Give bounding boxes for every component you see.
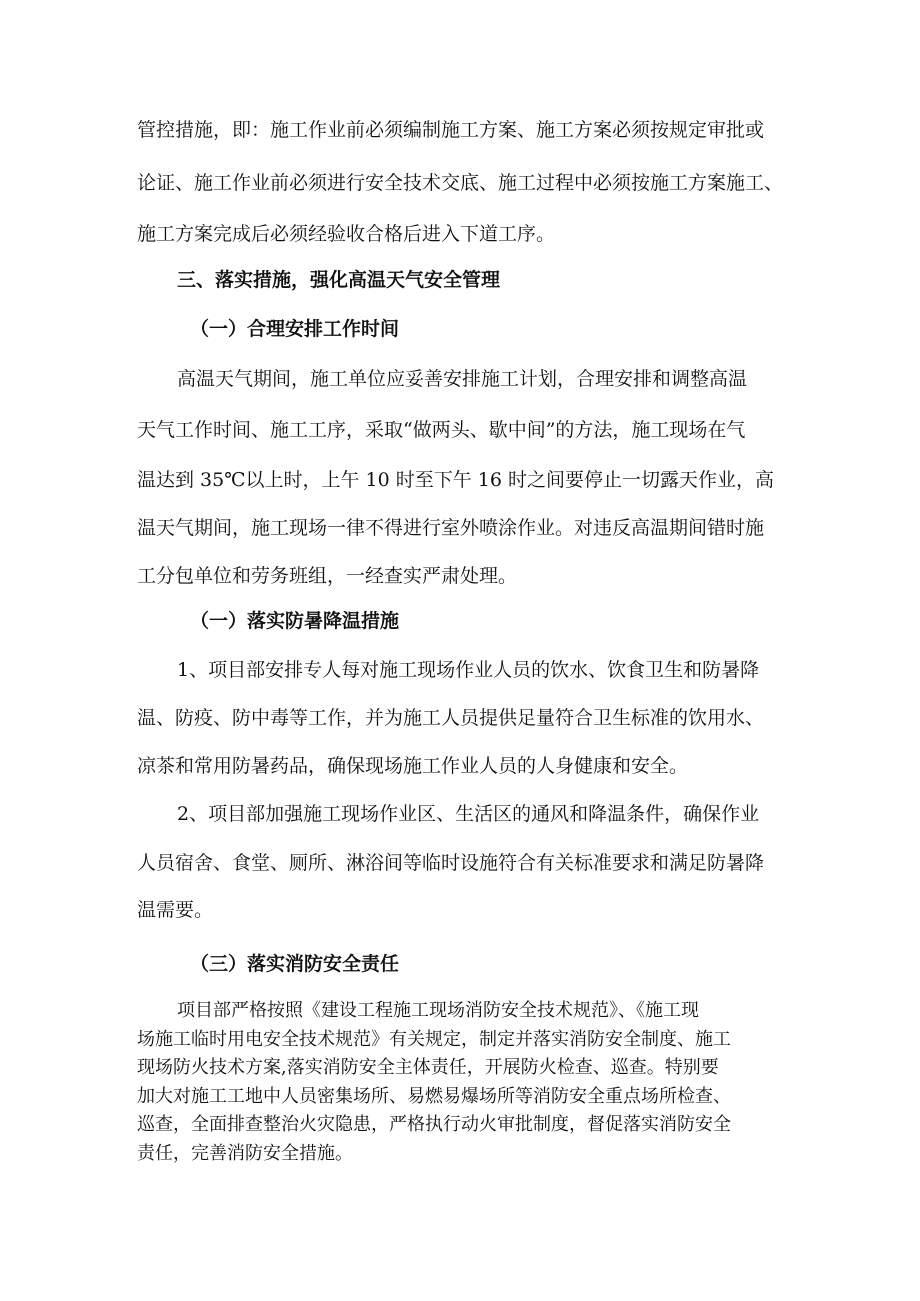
sub1-line-4: 温天气期间，施工现场一律不得进行室外喷涂作业。对违反高温期间错时施: [137, 517, 765, 539]
sub1-line-3: 温达到 35℃以上时，上午 10 时至下午 16 时之间要停止一切露天作业，高: [137, 469, 774, 491]
sub2-item2-line-1: 2、项目部加强施工现场作业区、生活区的通风和降温条件，确保作业: [177, 803, 760, 825]
intro-line-3: 施工方案完成后必须经验收合格后进入下道工序。: [137, 223, 556, 245]
intro-line-1: 管控措施，即：施工作业前必须编制施工方案、施工方案必须按规定审批或: [137, 119, 765, 141]
sub1-line-2: 天气工作时间、施工工序，采取“做两头、歇中间”的方法，施工现场在气: [137, 419, 746, 441]
sub3-line-2: 场施工临时用电安全技术规范》有关规定，制定并落实消防安全制度、施工: [137, 1029, 731, 1050]
intro-line-2: 论证、施工作业前必须进行安全技术交底、施工过程中必须按施工方案施工、: [137, 172, 784, 194]
sub1-line-1: 高温天气期间，施工单位应妥善安排施工计划，合理安排和调整高温: [177, 368, 748, 390]
subsection-1-heading: （一）合理安排工作时间: [190, 318, 400, 340]
sub1-line-5: 工分包单位和劳务班组，一经查实严肃处理。: [137, 565, 518, 587]
sub2-item2-line-3: 温需要。: [137, 899, 214, 921]
sub3-line-4: 加大对施工工地中人员密集场所、易燃易爆场所等消防安全重点场所检查、: [137, 1086, 731, 1107]
sub3-line-3: 现场防火技术方案,落实消防安全主体责任，开展防火检查、巡查。特别要: [137, 1057, 719, 1078]
subsection-3-heading: （三）落实消防安全责任: [190, 953, 400, 975]
subsection-2-heading: （一）落实防暑降温措施: [190, 610, 400, 632]
sub2-item1-line-3: 凉茶和常用防暑药品，确保现场施工作业人员的人身健康和安全。: [137, 755, 689, 777]
sub2-item1-line-2: 温、防疫、防中毒等工作，并为施工人员提供足量符合卫生标准的饮用水、: [137, 707, 765, 729]
sub2-item1-line-1: 1、项目部安排专人每对施工现场作业人员的饮水、饮食卫生和防暑降: [177, 659, 760, 681]
sub2-item2-line-2: 人员宿舍、食堂、厕所、淋浴间等临时设施符合有关标准要求和满足防暑降: [137, 852, 765, 874]
sub3-line-1: 项目部严格按照《建设工程施工现场消防安全技术规范》、《施工现: [177, 1000, 699, 1021]
sub3-line-5: 巡查，全面排查整治火灾隐患，严格执行动火审批制度，督促落实消防安全: [137, 1114, 731, 1135]
sub3-line-6: 责任，完善消防安全措施。: [137, 1143, 353, 1164]
section-3-heading: 三、落实措施，强化高温天气安全管理: [177, 269, 501, 291]
